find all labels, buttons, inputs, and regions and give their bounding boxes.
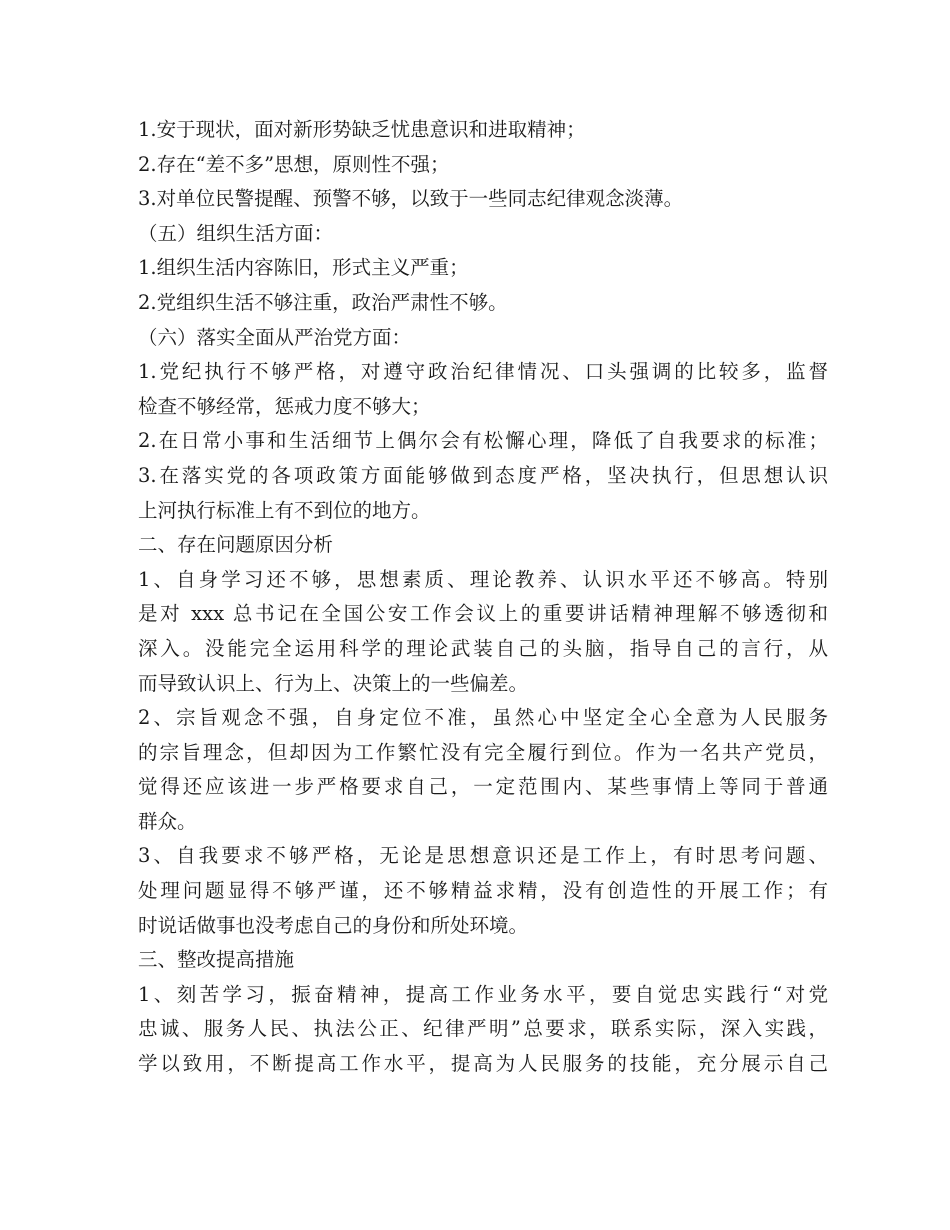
text-line: 深入。没能完全运用科学的理论武装自己的头脑，指导自己的言行，从 — [138, 636, 828, 660]
text-line: 学以致用，不断提高工作水平，提高为人民服务的技能，充分展示自己 — [138, 1052, 828, 1076]
document-body — [138, 113, 828, 1082]
text-line: 1、自身学习还不够，思想素质、理论教养、认识水平还不够高。特别 — [138, 567, 828, 591]
text-line: 群众。 — [138, 809, 197, 833]
text-line: 1.组织生活内容陈旧，形式主义严重； — [138, 256, 469, 280]
section-heading: 三、整改提高措施 — [138, 948, 295, 972]
text-line: 1.安于现状，面对新形势缺乏忧患意识和进取精神； — [138, 118, 586, 141]
text-line: 1、刻苦学习，振奋精神，提高工作业务水平，要自觉忠实践行“对党 — [138, 982, 828, 1006]
text-line: 觉得还应该进一步严格要求自己，一定范围内、某些事情上等同于普通 — [138, 775, 828, 799]
text-line: 2、宗旨观念不强，自身定位不准，虽然心中坚定全心全意为人民服务 — [138, 706, 828, 730]
text-line: 3.对单位民警提醒、预警不够，以致于一些同志纪律观念淡薄。 — [138, 187, 684, 211]
text-line: 1.党纪执行不够严格，对遵守政治纪律情况、口头强调的比较多，监督 — [138, 360, 828, 384]
text-line: 忠诚、服务人民、执法公正、纪律严明”总要求，联系实际，深入实践， — [138, 1017, 828, 1041]
text-line: 2.存在“差不多”思想，原则性不强； — [138, 152, 450, 176]
section-heading: （六）落实全面从严治党方面： — [138, 325, 412, 349]
section-heading: 二、存在问题原因分析 — [138, 533, 334, 557]
text-line: 的宗旨理念，但却因为工作繁忙没有完全履行到位。作为一名共产党员， — [138, 740, 828, 764]
text-line: 检查不够经常，惩戒力度不够大； — [138, 394, 431, 418]
text-line: 处理问题显得不够严谨，还不够精益求精，没有创造性的开展工作；有 — [138, 879, 828, 903]
text-line: 2.党组织生活不够注重，政治严肃性不够。 — [138, 290, 508, 314]
text-line: 上河执行标准上有不到位的地方。 — [138, 498, 431, 522]
text-line: 是对 xxx 总书记在全国公安工作会议上的重要讲话精神理解不够透彻和 — [138, 602, 828, 626]
text-line: 3.在落实党的各项政策方面能够做到态度严格，坚决执行，但思想认识 — [138, 463, 828, 487]
text-line: 2.在日常小事和生活细节上偶尔会有松懈心理，降低了自我要求的标准； — [138, 429, 828, 453]
text-line: 时说话做事也没考虑自己的身份和所处环境。 — [138, 913, 529, 937]
text-line: 3、自我要求不够严格，无论是思想意识还是工作上，有时思考问题、 — [138, 844, 828, 868]
text-line: 而导致认识上、行为上、决策上的一些偏差。 — [138, 671, 529, 695]
section-heading: （五）组织生活方面： — [138, 221, 334, 245]
